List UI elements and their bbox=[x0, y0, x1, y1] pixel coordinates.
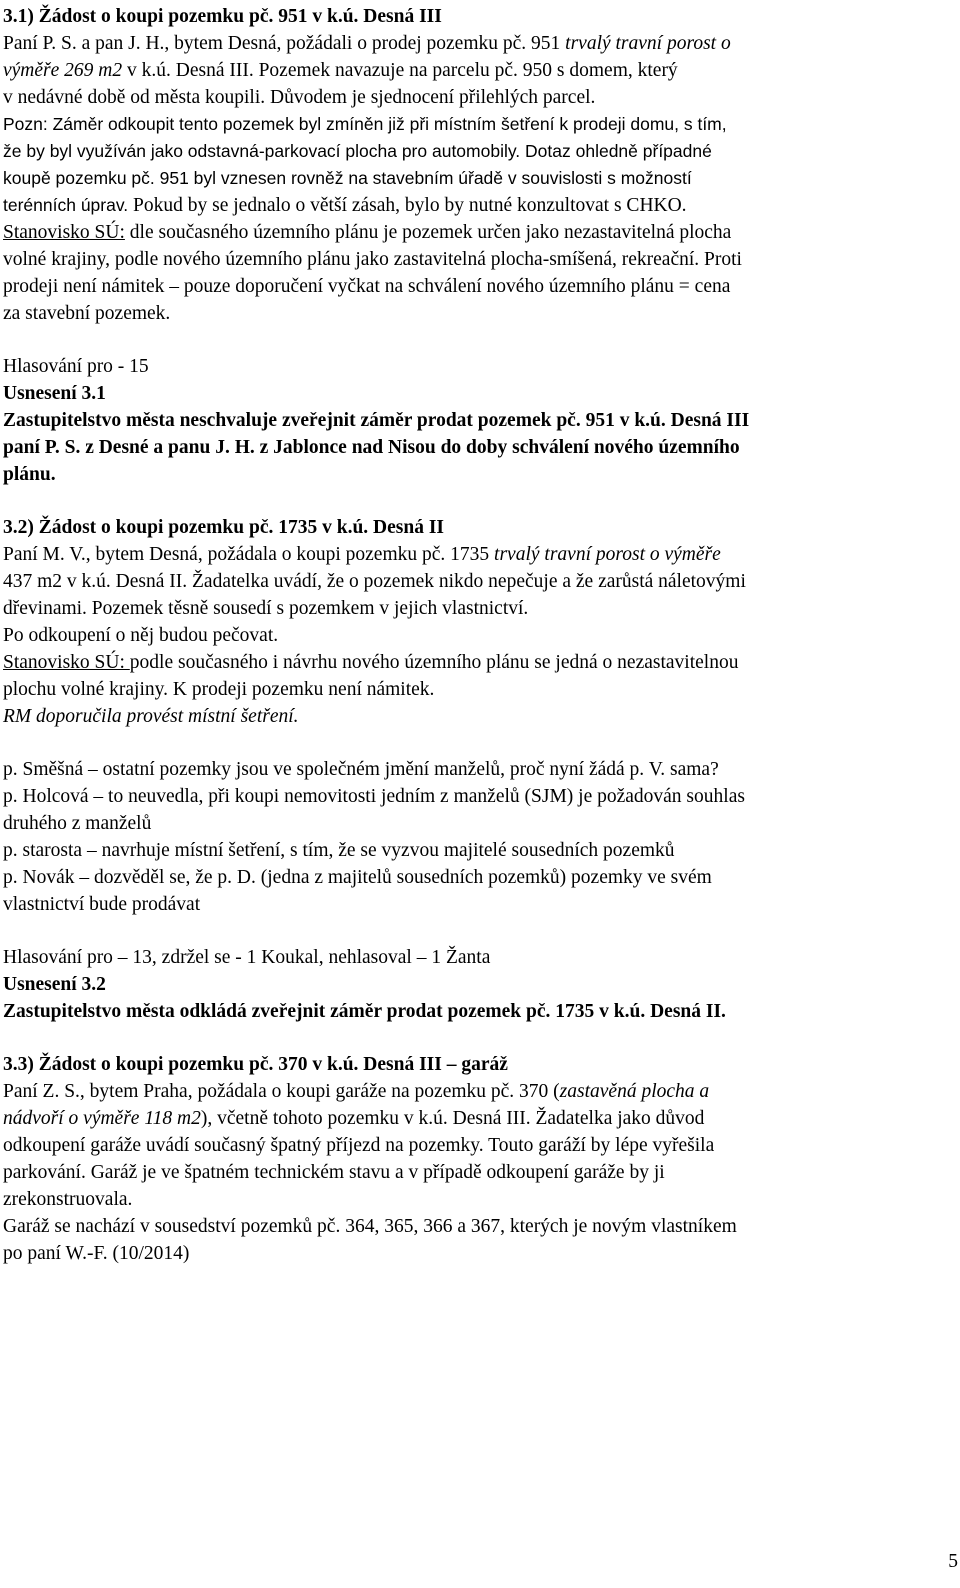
paragraph-line bbox=[3, 57, 943, 84]
spacer bbox=[3, 918, 943, 944]
resolution-title: Usnesení 3.2 bbox=[3, 974, 106, 995]
paragraph-line: dřevinami. Pozemek těsně sousedí s pozemkem v jejich vlastnictví. bbox=[3, 598, 529, 619]
text-run: podle současného i návrhu nového územního plánu se jedná o nezastavitelnou bbox=[129, 652, 739, 673]
paragraph-line bbox=[3, 1105, 943, 1132]
document-page bbox=[3, 3, 943, 1267]
paragraph-line: v nedávné době od města koupili. Důvodem je sjednocení přilehlých parcel. bbox=[3, 87, 596, 108]
paragraph-line: za stavební pozemek. bbox=[3, 303, 171, 324]
italic-run: zastavěná plocha a bbox=[559, 1081, 710, 1102]
discussion-line: p. Směšná – ostatní pozemky jsou ve společném jmění manželů, proč nyní žádá p. V. sama? bbox=[3, 759, 719, 780]
text-run: Paní P. S. a pan J. H., bytem Desná, požádali o prodej pozemku pč. 951 bbox=[3, 33, 566, 54]
spacer bbox=[3, 488, 943, 514]
paragraph-line: odkoupení garáže uvádí současný špatný příjezd na pozemky. Touto garáží by lépe vyřešila bbox=[3, 1135, 715, 1156]
stanovisko-line bbox=[3, 649, 943, 676]
rm-recommendation: RM doporučila provést místní šetření. bbox=[3, 706, 299, 727]
paragraph-line: prodeji není námitek – pouze doporučení vyčkat na schválení nového územního plánu = cena bbox=[3, 276, 731, 297]
discussion-line: druhého z manželů bbox=[3, 813, 152, 834]
voting-line: Hlasování pro – 13, zdržel se - 1 Koukal, nehlasoval – 1 Žanta bbox=[3, 947, 491, 968]
paragraph-line: Po odkoupení o něj budou pečovat. bbox=[3, 625, 279, 646]
italic-run: nádvoří o výměře 118 m2 bbox=[3, 1108, 201, 1129]
italic-run: trvalý travní porost o výměře bbox=[494, 544, 721, 565]
text-run: Pokud by se jednalo o větší zásah, bylo by nutné konzultovat s CHKO. bbox=[128, 195, 687, 216]
paragraph-line: plochu volné krajiny. K prodeji pozemku není námitek. bbox=[3, 679, 435, 700]
stanovisko-label: Stanovisko SÚ: bbox=[3, 652, 130, 673]
text-run: terénních úprav. bbox=[3, 195, 129, 215]
note-line: Pozn: Záměr odkoupit tento pozemek byl zmíněn již při místním šetření k prodeji domu, s tím, bbox=[3, 114, 727, 134]
stanovisko-label: Stanovisko SÚ: bbox=[3, 222, 125, 243]
paragraph-line: po paní W.-F. (10/2014) bbox=[3, 1243, 190, 1264]
paragraph-line: zrekonstruovala. bbox=[3, 1189, 133, 1210]
spacer bbox=[3, 1025, 943, 1051]
resolution-line: paní P. S. z Desné a panu J. H. z Jablonce nad Nisou do doby schválení nového územního bbox=[3, 437, 740, 458]
resolution-line: plánu. bbox=[3, 464, 56, 485]
discussion-line: p. starosta – navrhuje místní šetření, s tím, že se vyzvou majitelé sousedních pozemků bbox=[3, 840, 675, 861]
resolution-line: Zastupitelstvo města neschvaluje zveřejnit záměr prodat pozemek pč. 951 v k.ú. Desná III bbox=[3, 410, 750, 431]
note-line bbox=[3, 192, 943, 219]
paragraph-line bbox=[3, 30, 943, 57]
italic-run: trvalý travní porost o bbox=[565, 33, 731, 54]
text-run: ), včetně tohoto pozemku v k.ú. Desná III. Žadatelka jako důvod bbox=[200, 1108, 705, 1129]
text-run: Paní M. V., bytem Desná, požádala o koupi pozemku pč. 1735 bbox=[3, 544, 495, 565]
text-run: v k.ú. Desná III. Pozemek navazuje na parcelu pč. 950 s domem, který bbox=[122, 60, 678, 81]
discussion-line: p. Novák – dozvěděl se, že p. D. (jedna z majitelů sousedních pozemků) pozemky ve svém bbox=[3, 867, 712, 888]
spacer bbox=[3, 730, 943, 756]
discussion-line: p. Holcová – to neuvedla, při koupi nemovitosti jedním z manželů (SJM) je požadován souhlas bbox=[3, 786, 745, 807]
paragraph-line bbox=[3, 1078, 943, 1105]
section-heading-3-1: 3.1) Žádost o koupi pozemku pč. 951 v k.ú. Desná III bbox=[3, 6, 442, 27]
paragraph-line bbox=[3, 541, 943, 568]
text-run: Paní Z. S., bytem Praha, požádala o koupi garáže na pozemku pč. 370 ( bbox=[3, 1081, 560, 1102]
spacer bbox=[3, 327, 943, 353]
section-heading-3-2: 3.2) Žádost o koupi pozemku pč. 1735 v k.ú. Desná II bbox=[3, 517, 445, 538]
note-line: že by byl využíván jako odstavná-parkovací plocha pro automobily. Dotaz ohledně případné bbox=[3, 141, 712, 161]
italic-run: výměře 269 m2 bbox=[3, 60, 123, 81]
section-heading-3-3: 3.3) Žádost o koupi pozemku pč. 370 v k.ú. Desná III – garáž bbox=[3, 1054, 508, 1075]
discussion-line: vlastnictví bude prodávat bbox=[3, 894, 201, 915]
paragraph-line: 437 m2 v k.ú. Desná II. Žadatelka uvádí, že o pozemek nikdo nepečuje a že zarůstá náletovými bbox=[3, 571, 746, 592]
voting-line: Hlasování pro - 15 bbox=[3, 356, 149, 377]
text-run: dle současného územního plánu je pozemek určen jako nezastavitelná plocha bbox=[124, 222, 732, 243]
paragraph-line: volné krajiny, podle nového územního plánu jako zastavitelná plocha-smíšená, rekreační. Proti bbox=[3, 249, 742, 270]
note-line: koupě pozemku pč. 951 byl vznesen rovněž na stavebním úřadě v souvislosti s možností bbox=[3, 168, 692, 188]
resolution-title: Usnesení 3.1 bbox=[3, 383, 106, 404]
resolution-line: Zastupitelstvo města odkládá zveřejnit záměr prodat pozemek pč. 1735 v k.ú. Desná II. bbox=[3, 1001, 726, 1022]
page-number: 5 bbox=[948, 1551, 958, 1572]
paragraph-line: parkování. Garáž je ve špatném technickém stavu a v případě odkoupení garáže by ji bbox=[3, 1162, 665, 1183]
stanovisko-line bbox=[3, 219, 943, 246]
paragraph-line: Garáž se nachází v sousedství pozemků pč. 364, 365, 366 a 367, kterých je novým vlastníkem bbox=[3, 1216, 737, 1237]
